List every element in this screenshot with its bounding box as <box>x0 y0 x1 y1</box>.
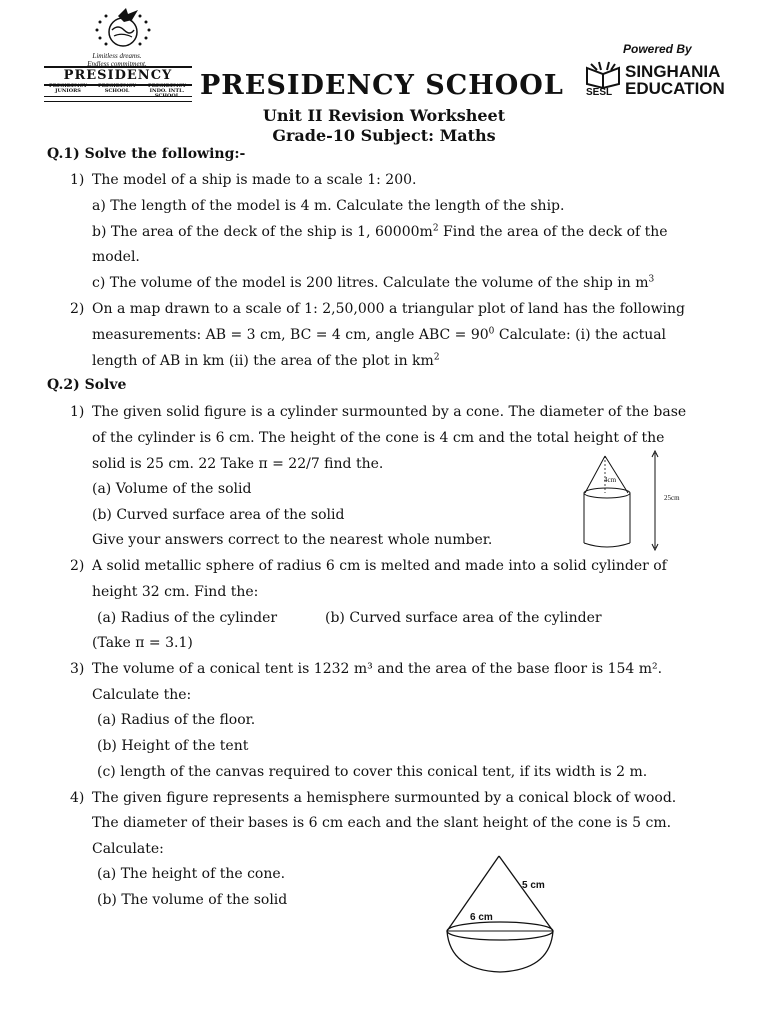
q1-item1-part-b-end: Find the area of the deck of the <box>438 224 668 240</box>
school-name: PRESIDENCY SCHOOL <box>200 70 564 101</box>
q2-item3-line1: The volume of a conical tent is 1232 m³ and the area of the base floor is 154 m². <box>92 661 663 677</box>
q2-item1-note: Give your answers correct to the nearest whole number. <box>92 532 493 548</box>
superscript: 2 <box>433 352 440 363</box>
logo-tagline-1: Limitless dreams. <box>92 52 142 60</box>
q2-item3-part-c: (c) length of the canvas required to cover this conical tent, if its width is 2 m. <box>97 764 648 780</box>
q2-item4-number: 4) <box>70 790 85 806</box>
fig2-slant-label: 5 cm <box>522 880 545 891</box>
q2-item2-line1: A solid metallic sphere of radius 6 cm is melted and made into a solid cylinder of <box>92 558 667 574</box>
fig1-cone-label: 4cm <box>604 476 617 484</box>
q1-item2-line2 <box>92 327 666 343</box>
q2-item3-part-a: (a) Radius of the floor. <box>97 712 256 728</box>
school-emblem-icon <box>88 4 158 54</box>
worksheet-title: Unit II Revision Worksheet <box>262 106 506 125</box>
q2-item2-note: (Take π = 3.1) <box>92 635 193 651</box>
q1-item1-part-c <box>92 275 654 291</box>
superscript: 0 <box>488 326 495 337</box>
q2-item2-number: 2) <box>70 558 85 574</box>
q1-item2-number: 2) <box>70 301 85 317</box>
q1-item1-part-c-text: c) The volume of the model is 200 litres. Calculate the volume of the ship in m <box>92 275 649 291</box>
q2-item1-line2: of the cylinder is 6 cm. The height of the cone is 4 cm and the total height of the <box>92 430 665 446</box>
q2-item2-line2: height 32 cm. Find the: <box>92 584 259 600</box>
q1-item1-part-b-text: b) The area of the deck of the ship is 1, 60000m <box>92 224 433 240</box>
superscript: 3 <box>648 274 655 285</box>
q2-item4-line2: The diameter of their bases is 6 cm each and the slant height of the cone is 5 cm. <box>92 815 672 831</box>
q1-item2-line3-a: length of AB in km (ii) the area of the plot in km <box>92 353 434 369</box>
q2-heading: Q.2) Solve <box>47 377 127 393</box>
q2-item1-number: 1) <box>70 404 85 420</box>
q1-item1-part-b-cont: model. <box>92 249 140 265</box>
q2-item4-part-a: (a) The height of the cone. <box>97 866 286 882</box>
superscript: 2 <box>432 223 439 234</box>
logo-sub-3: PRESIDENCY INDO. INTL. SCHOOL <box>148 83 186 99</box>
q2-item1-line1: The given solid figure is a cylinder surmounted by a cone. The diameter of the base <box>92 404 687 420</box>
q2-item2-part-b: (b) Curved surface area of the cylinder <box>325 610 602 626</box>
worksheet-subtitle: Grade-10 Subject: Maths <box>272 126 496 145</box>
partner-name-line1: SINGHANIA <box>625 62 721 81</box>
q1-item2-line1: On a map drawn to a scale of 1: 2,50,000 a triangular plot of land has the following <box>92 301 686 317</box>
q1-item1-text: The model of a ship is made to a scale 1: 200. <box>92 172 417 188</box>
q2-item3-part-b: (b) Height of the tent <box>97 738 249 754</box>
fig2-diameter-label: 6 cm <box>470 912 493 923</box>
q2-item4-part-b: (b) The volume of the solid <box>97 892 288 908</box>
q1-heading: Q.1) Solve the following:- <box>47 146 246 162</box>
q1-item2-line3 <box>92 353 440 369</box>
cylinder-cone-figure <box>570 448 700 558</box>
q1-item1-number: 1) <box>70 172 85 188</box>
logo-band: PRESIDENCY <box>44 66 192 86</box>
logo-tagline-2: Endless commitment. <box>87 60 147 68</box>
q2-item2-part-a: (a) Radius of the cylinder <box>97 610 278 626</box>
cone-hemisphere-figure <box>440 852 560 976</box>
q2-item1-part-b: (b) Curved surface area of the solid <box>92 507 345 523</box>
q2-item3-line2: Calculate the: <box>92 687 192 703</box>
logo-sub-2: PRESIDENCY SCHOOL <box>98 83 136 94</box>
logo-sub-1: PRESIDENCY JUNIORS <box>49 83 87 94</box>
q1-item2-line2-b: Calculate: (i) the actual <box>494 327 667 343</box>
q1-item2-line2-a: measurements: AB = 3 cm, BC = 4 cm, angle ABC = 90 <box>92 327 489 343</box>
q2-item1-line3: solid is 25 cm. 22 Take π = 22/7 find the. <box>92 456 384 472</box>
partner-abbr: SESL <box>586 87 613 98</box>
q1-item1-part-b <box>92 224 668 240</box>
powered-by-label: Powered By <box>623 42 692 56</box>
q2-item4-line3: Calculate: <box>92 841 164 857</box>
q1-item1-part-a: a) The length of the model is 4 m. Calculate the length of the ship. <box>92 198 565 214</box>
q2-item4-line1: The given figure represents a hemisphere surmounted by a conical block of wood. <box>92 790 677 806</box>
q2-item1-part-a: (a) Volume of the solid <box>92 481 252 497</box>
logo-strip <box>44 96 192 102</box>
q2-item3-number: 3) <box>70 661 85 677</box>
fig1-height-label: 25cm <box>664 494 680 502</box>
partner-name-line2: EDUCATION <box>625 79 725 98</box>
